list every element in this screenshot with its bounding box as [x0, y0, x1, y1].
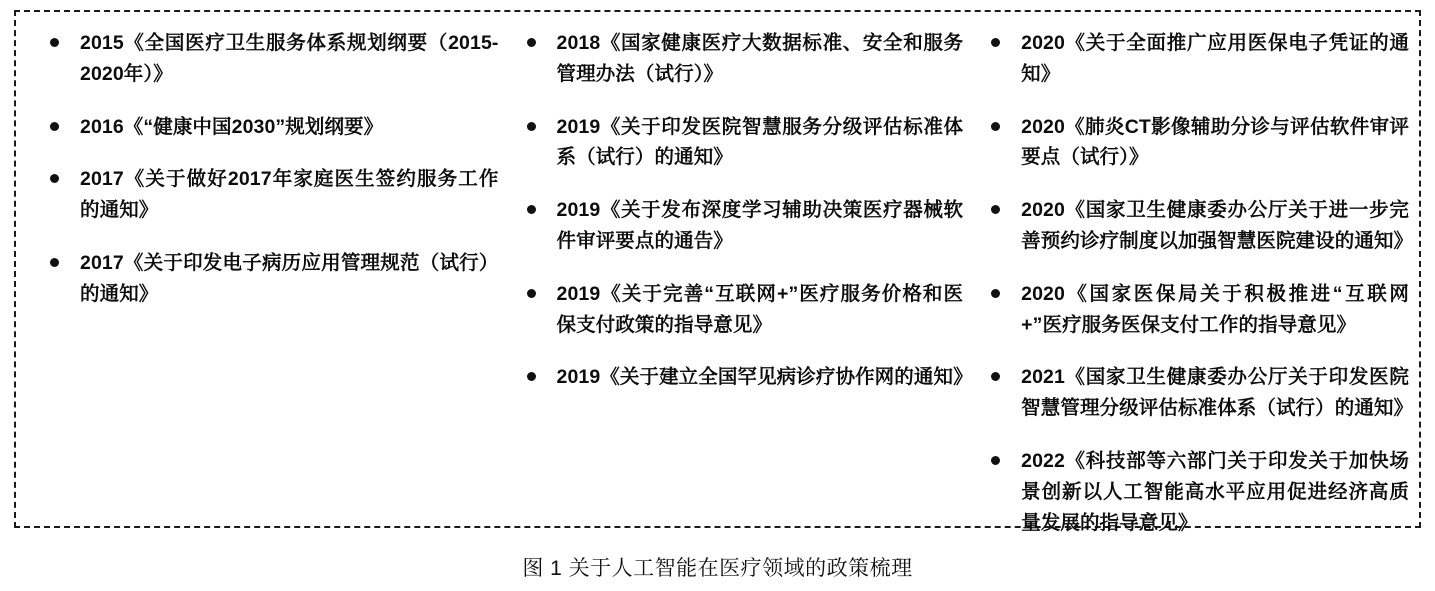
bullet-icon	[527, 122, 536, 131]
policy-column-3	[969, 28, 1414, 538]
bullet-icon	[527, 289, 536, 298]
policy-list-3	[969, 28, 1414, 538]
policy-item-text: 2020《肺炎CT影像辅助分诊与评估软件审评要点（试行）》	[1021, 115, 1409, 169]
policy-item-text: 2021《国家卫生健康委办公厅关于印发医院智慧管理分级评估标准体系（试行）的通知》	[1021, 366, 1414, 420]
policy-timeline-box	[14, 10, 1421, 534]
bullet-icon	[991, 372, 1000, 381]
list-item	[505, 112, 964, 174]
policy-item-text: 2016《“健康中国2030”规划纲要》	[80, 115, 384, 138]
list-item	[28, 248, 499, 310]
list-item	[28, 112, 499, 143]
list-item	[969, 446, 1409, 538]
list-item	[505, 279, 964, 341]
policy-item-text: 2019《关于完善“互联网+”医疗服务价格和医保支付政策的指导意见》	[556, 282, 964, 336]
list-item	[969, 28, 1409, 90]
policy-item-text: 2019《关于印发医院智慧服务分级评估标准体系（试行）的通知》	[556, 115, 964, 169]
list-item	[969, 362, 1414, 424]
figure-caption: 图 1 关于人工智能在医疗领域的政策梳理	[522, 557, 913, 580]
list-item	[28, 28, 499, 90]
policy-column-2	[505, 28, 973, 393]
bullet-icon	[991, 289, 1000, 298]
policy-item-text: 2020《国家卫生健康委办公厅关于进一步完善预约诊疗制度以加强智慧医院建设的通知》	[1021, 199, 1414, 252]
policy-item-text: 2022《科技部等六部门关于印发关于加快场景创新以人工智能高水平应用促进经济高质量发展的指导意见》	[1021, 449, 1409, 534]
bullet-icon	[991, 456, 1000, 465]
policy-item-text: 2020《关于全面推广应用医保电子凭证的通知》	[1021, 32, 1409, 85]
policy-list-1	[28, 28, 499, 310]
bullet-icon	[527, 372, 536, 381]
list-item	[505, 28, 964, 90]
policy-item-text: 2019《关于发布深度学习辅助决策医疗器械软件审评要点的通告》	[556, 199, 964, 252]
bullet-icon	[527, 205, 536, 214]
policy-list-2	[505, 28, 973, 393]
list-item	[505, 362, 973, 393]
policy-item-text: 2017《关于做好2017年家庭医生签约服务工作的通知》	[80, 168, 499, 222]
bullet-icon	[991, 205, 1000, 214]
policy-columns	[16, 12, 1419, 534]
bullet-icon	[991, 38, 1000, 47]
bullet-icon	[527, 38, 536, 47]
list-item	[969, 279, 1409, 341]
policy-item-text: 2020《国家医保局关于积极推进“互联网+”医疗服务医保支付工作的指导意见》	[1021, 282, 1409, 336]
bullet-icon	[50, 38, 59, 47]
list-item	[505, 195, 964, 257]
policy-item-text: 2019《关于建立全国罕见病诊疗协作网的通知》	[556, 366, 973, 389]
bullet-icon	[50, 258, 59, 267]
policy-item-text: 2015《全国医疗卫生服务体系规划纲要（2015-2020年）》	[80, 32, 499, 85]
bullet-icon	[50, 122, 59, 131]
policy-column-1	[28, 28, 505, 310]
list-item	[969, 195, 1414, 257]
list-item	[969, 112, 1409, 174]
bullet-icon	[50, 174, 59, 183]
policy-item-text: 2018《国家健康医疗大数据标准、安全和服务管理办法（试行）》	[556, 32, 964, 85]
policy-item-text: 2017《关于印发电子病历应用管理规范（试行）的通知》	[80, 251, 499, 305]
list-item	[28, 164, 499, 226]
bullet-icon	[991, 122, 1000, 131]
